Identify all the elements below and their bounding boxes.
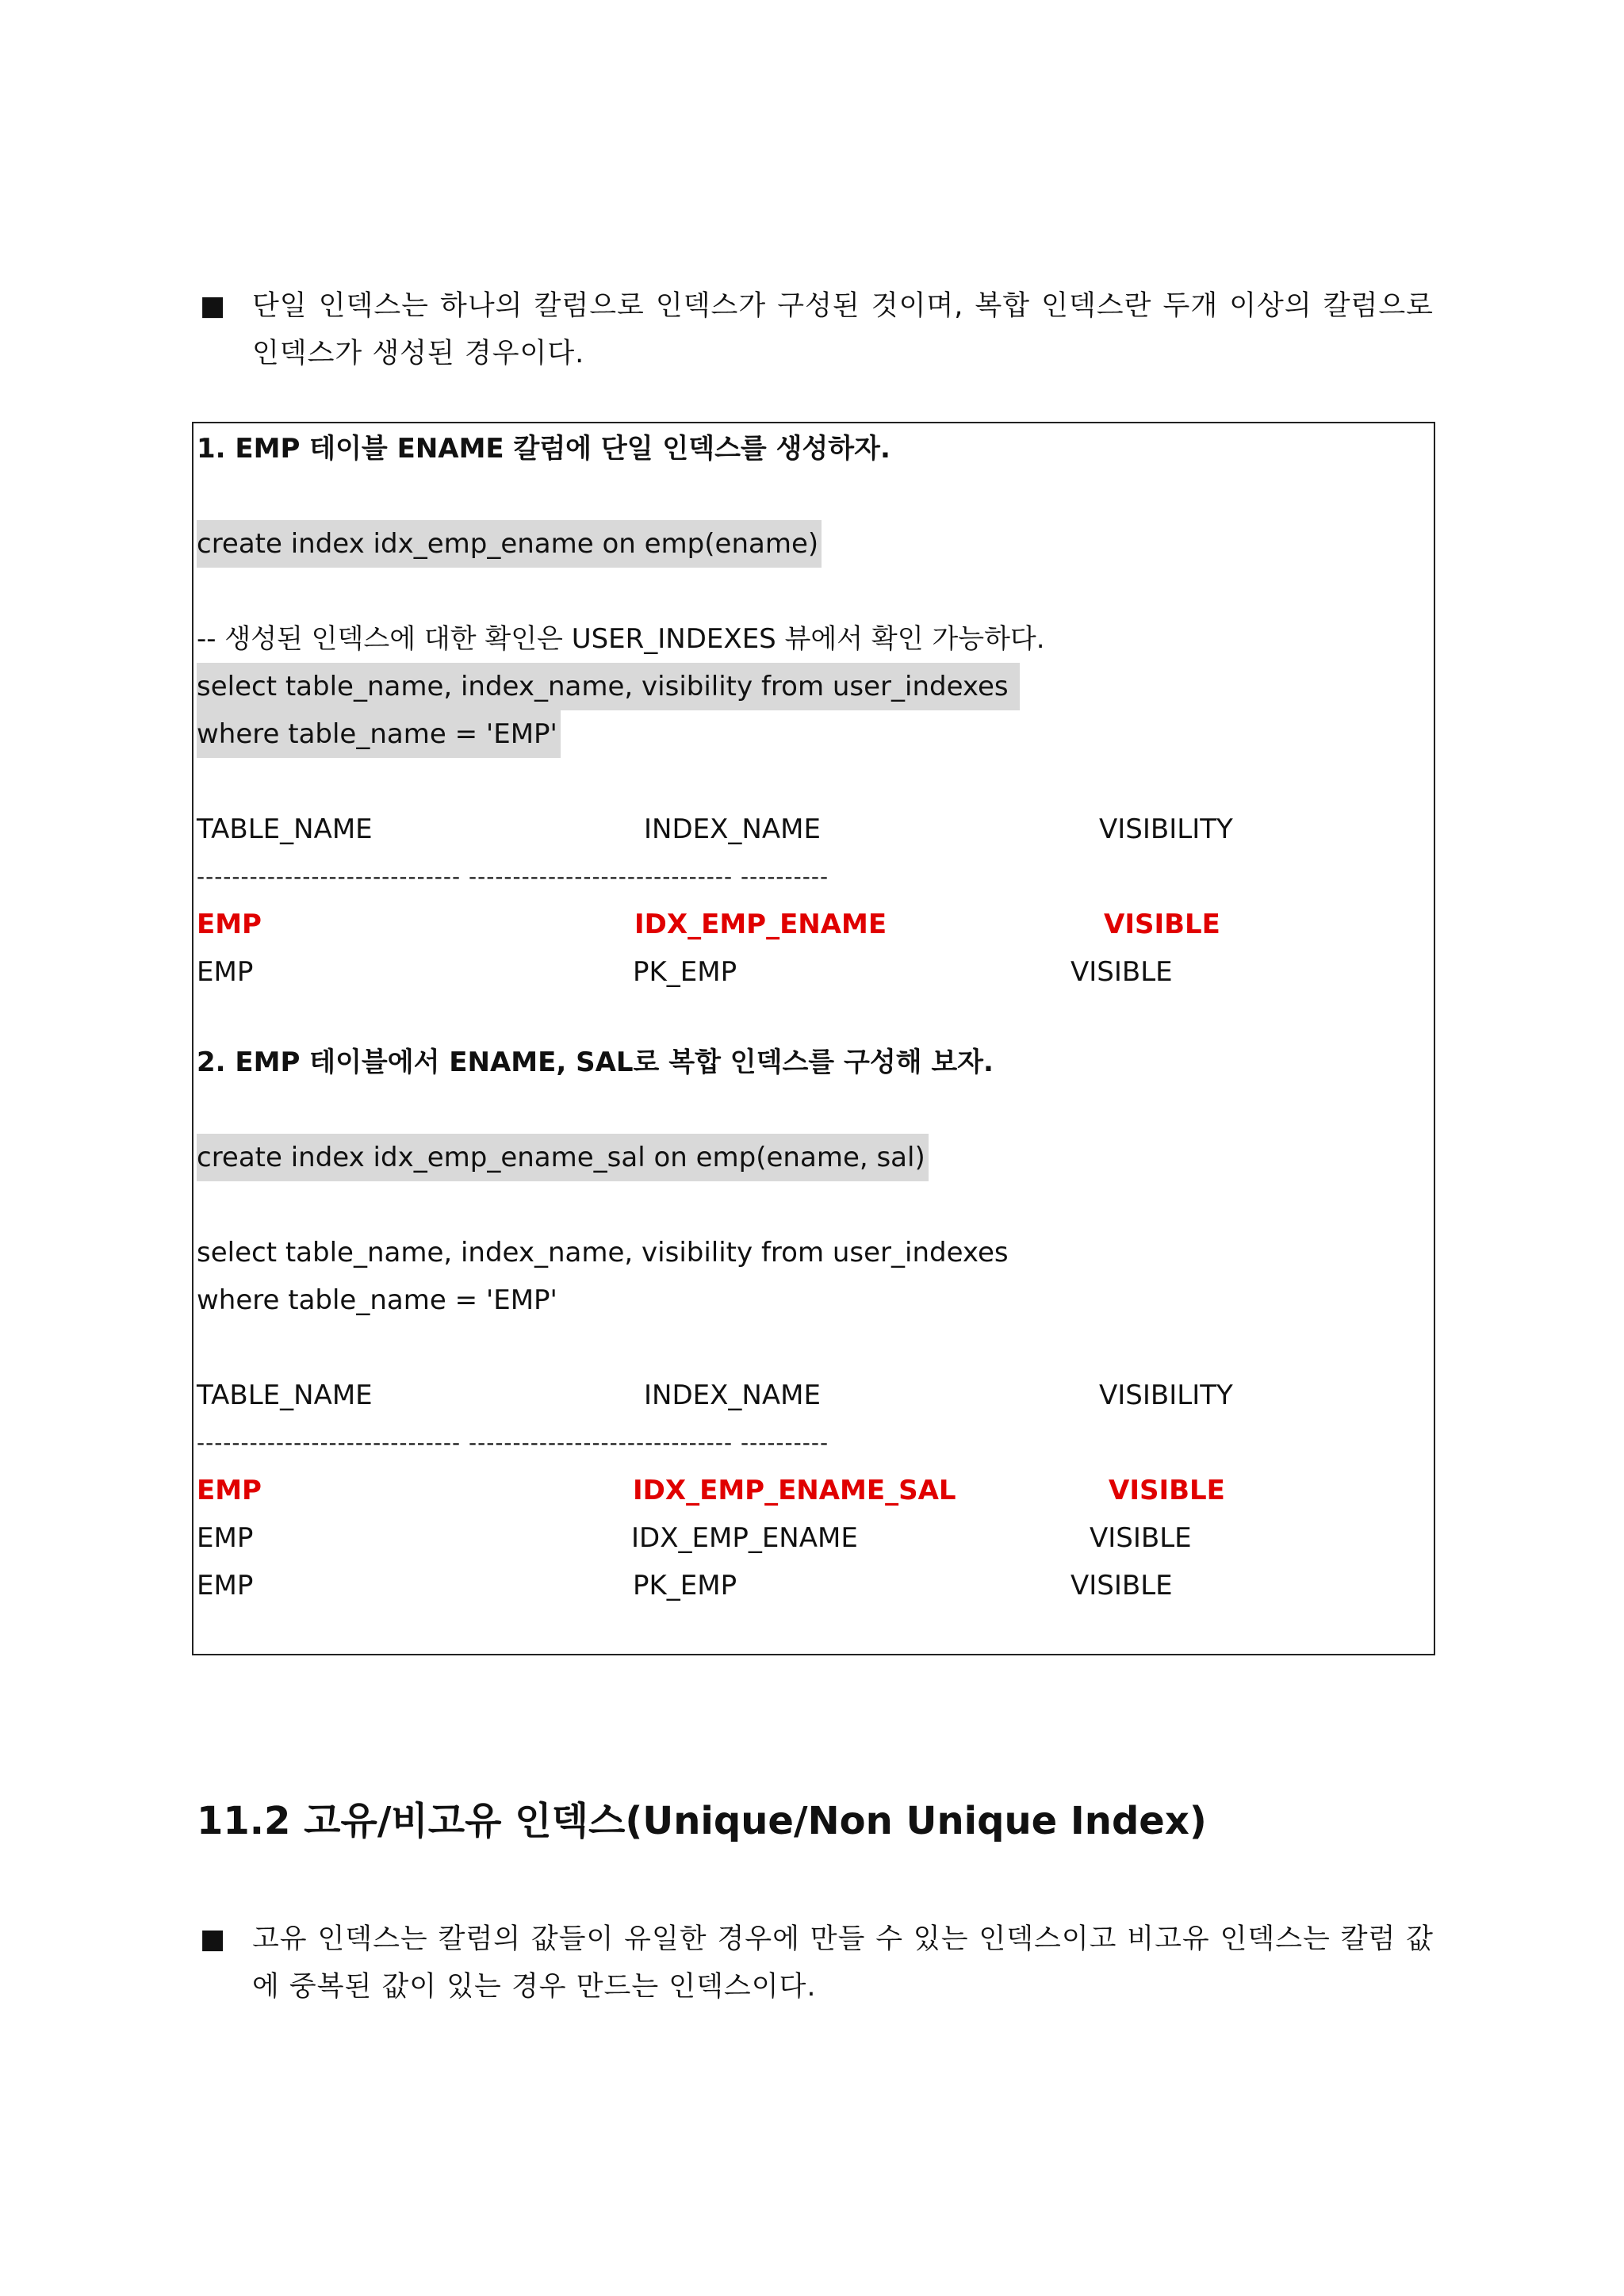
intro-text: 단일 인덱스는 하나의 칼럼으로 인덱스가 구성된 것이며, 복합 인덱스란 두개 이상의 칼럼으로 인덱스가 생성된 경우이다. <box>252 290 1434 369</box>
example1-comment: -- 생성된 인덱스에 대한 확인은 USER_INDEXES 뷰에서 확인 가능하다. <box>197 623 1045 655</box>
example1-header-index: INDEX_NAME <box>644 813 821 845</box>
example1-dashes: ------------------------------ ------------------------------ ---------- <box>197 863 829 890</box>
example2-create-sql: create index idx_emp_ename_sal on emp(ename, sal) <box>197 1134 929 1181</box>
example2-dashes: ------------------------------ ------------------------------ ---------- <box>197 1429 829 1456</box>
example2-row2-index: IDX_EMP_ENAME <box>631 1522 858 1554</box>
example2-row1-visibility: VISIBLE <box>1109 1475 1225 1506</box>
bullet-icon: ■ <box>200 290 226 322</box>
example2-title: 2. EMP 테이블에서 ENAME, SAL로 복합 인덱스를 구성해 보자. <box>197 1047 994 1078</box>
example2-select-line1: select table_name, index_name, visibility from user_indexes <box>197 1237 1009 1269</box>
example2-row2-table: EMP <box>197 1522 254 1554</box>
example2-row2-visibility: VISIBLE <box>1090 1522 1192 1554</box>
section-text: 고유 인덱스는 칼럼의 값들이 유일한 경우에 만들 수 있는 인덱스이고 비고유 인덱스는 칼럼 값에 중복된 값이 있는 경우 만드는 인덱스이다. <box>252 1923 1434 2003</box>
example2-header-table: TABLE_NAME <box>197 1380 373 1411</box>
section-paragraph <box>197 1915 1434 2011</box>
example1-row1-visibility: VISIBLE <box>1104 909 1220 940</box>
example1-header-table: TABLE_NAME <box>197 813 373 845</box>
example1-header-visibility: VISIBILITY <box>1099 813 1233 845</box>
example1-row2-visibility: VISIBLE <box>1071 956 1173 988</box>
section-heading: 11.2 고유/비고유 인덱스(Unique/Non Unique Index) <box>197 1799 1207 1843</box>
example2-header-index: INDEX_NAME <box>644 1380 821 1411</box>
example2-row3-table: EMP <box>197 1570 254 1601</box>
example1-row2-index: PK_EMP <box>633 956 737 988</box>
example2-row1-table: EMP <box>197 1475 262 1506</box>
example1-title: 1. EMP 테이블 ENAME 칼럼에 단일 인덱스를 생성하자. <box>197 433 891 465</box>
example1-select-line2: where table_name = 'EMP' <box>197 710 561 758</box>
example1-row1-table: EMP <box>197 909 262 940</box>
example1-row1-index: IDX_EMP_ENAME <box>634 909 887 940</box>
example2-row3-visibility: VISIBLE <box>1071 1570 1173 1601</box>
example2-row1-index: IDX_EMP_ENAME_SAL <box>633 1475 956 1506</box>
example1-row2-table: EMP <box>197 956 254 988</box>
example1-select-line1: select table_name, index_name, visibility from user_indexes <box>197 663 1020 710</box>
bullet-icon: ■ <box>200 1923 226 1955</box>
example2-row3-index: PK_EMP <box>633 1570 737 1601</box>
intro-paragraph <box>197 282 1434 377</box>
example1-create-sql: create index idx_emp_ename on emp(ename) <box>197 520 822 568</box>
example2-select-line2: where table_name = 'EMP' <box>197 1284 557 1316</box>
example2-header-visibility: VISIBILITY <box>1099 1380 1233 1411</box>
